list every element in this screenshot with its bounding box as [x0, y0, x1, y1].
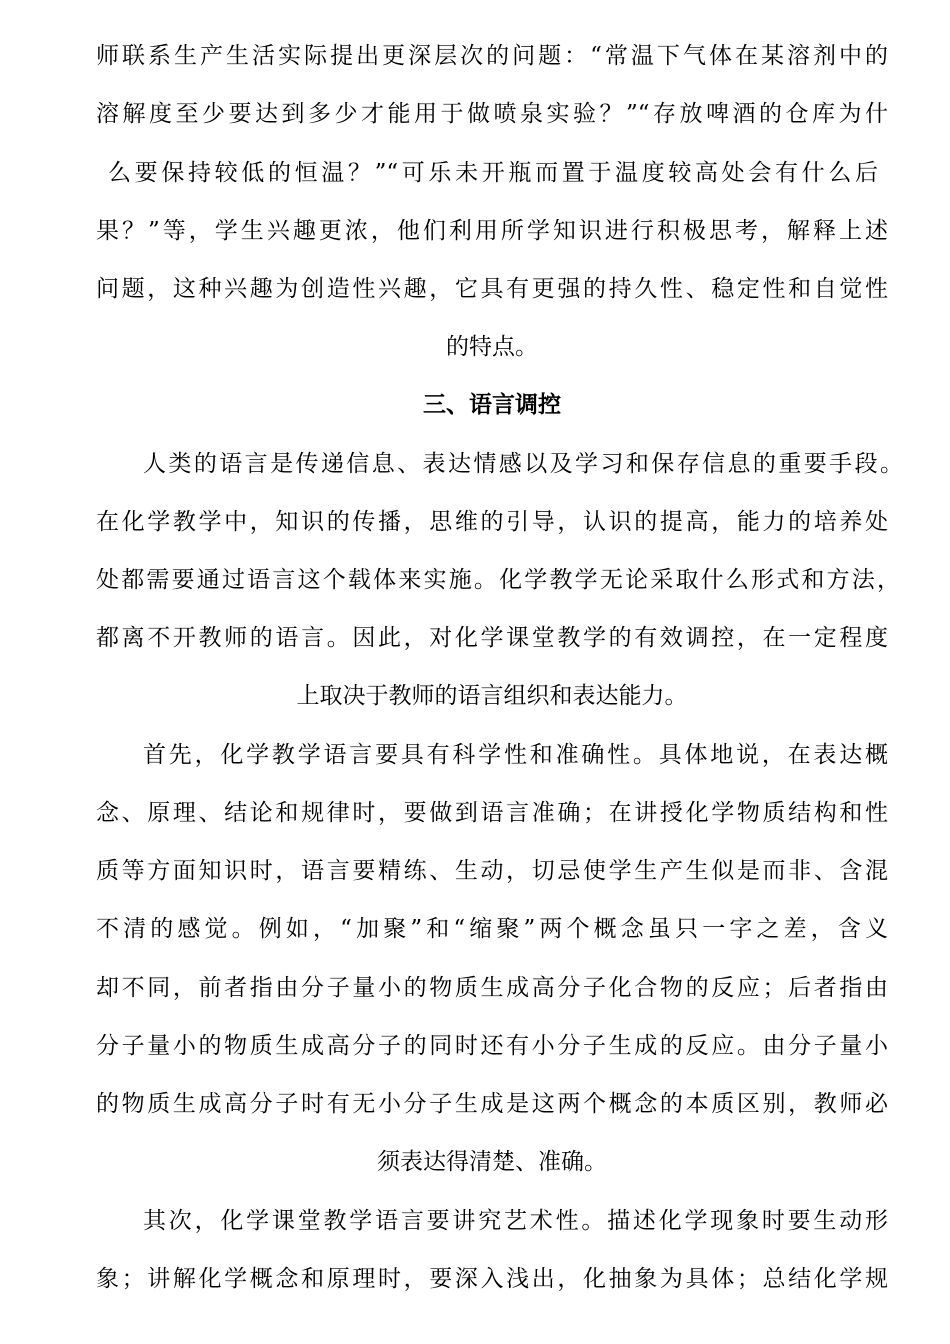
text-line: 不清的感觉。例如，“加聚”和“缩聚”两个概念虽只一字之差，含义: [96, 916, 888, 942]
text-line: 果？”等，学生兴趣更浓，他们利用所学知识进行积极思考，解释上述: [96, 218, 888, 244]
text-line: 却不同，前者指由分子量小的物质生成高分子化合物的反应；后者指由: [96, 975, 888, 1001]
text-line: 上取决于教师的语言组织和表达能力。: [296, 683, 688, 709]
section-heading: 三、语言调控: [423, 391, 561, 418]
text-line: 处都需要通过语言这个载体来实施。化学教学无论采取什么形式和方法，: [96, 567, 900, 593]
text-line: 师联系生产生活实际提出更深层次的问题：“常温下气体在某溶剂中的: [96, 43, 888, 69]
text-line: 都离不开教师的语言。因此，对化学课堂教学的有效调控，在一定程度: [96, 625, 888, 651]
text-line: 么要保持较低的恒温？”“可乐未开瓶而置于温度较高处会有什么后: [108, 160, 878, 186]
text-line: 首先，化学教学语言要具有科学性和准确性。具体地说，在表达概: [143, 742, 888, 768]
text-line: 分子量小的物质生成高分子的同时还有小分子生成的反应。由分子量小: [96, 1033, 888, 1059]
text-line: 的特点。: [446, 334, 538, 360]
text-line: 的物质生成高分子时有无小分子生成是这两个概念的本质区别，教师必: [96, 1091, 888, 1117]
text-line: 质等方面知识时，语言要精练、生动，切忌使学生产生似是而非、含混: [96, 858, 888, 884]
text-line: 在化学教学中，知识的传播，思维的引导，认识的提高，能力的培养处: [96, 509, 888, 535]
text-line: 溶解度至少要达到多少才能用于做喷泉实验？”“存放啤酒的仓库为什: [96, 101, 888, 127]
text-line: 象；讲解化学概念和原理时，要深入浅出，化抽象为具体；总结化学规: [96, 1266, 888, 1292]
text-line: 须表达得清楚、准确。: [377, 1149, 607, 1175]
text-line: 念、原理、结论和规律时，要做到语言准确；在讲授化学物质结构和性: [96, 800, 888, 826]
text-line: 人类的语言是传递信息、表达情感以及学习和保存信息的重要手段。: [143, 451, 903, 477]
text-line: 问题，这种兴趣为创造性兴趣，它具有更强的持久性、稳定性和自觉性: [96, 276, 888, 302]
text-line: 其次，化学课堂教学语言要讲究艺术性。描述化学现象时要生动形: [143, 1208, 888, 1234]
